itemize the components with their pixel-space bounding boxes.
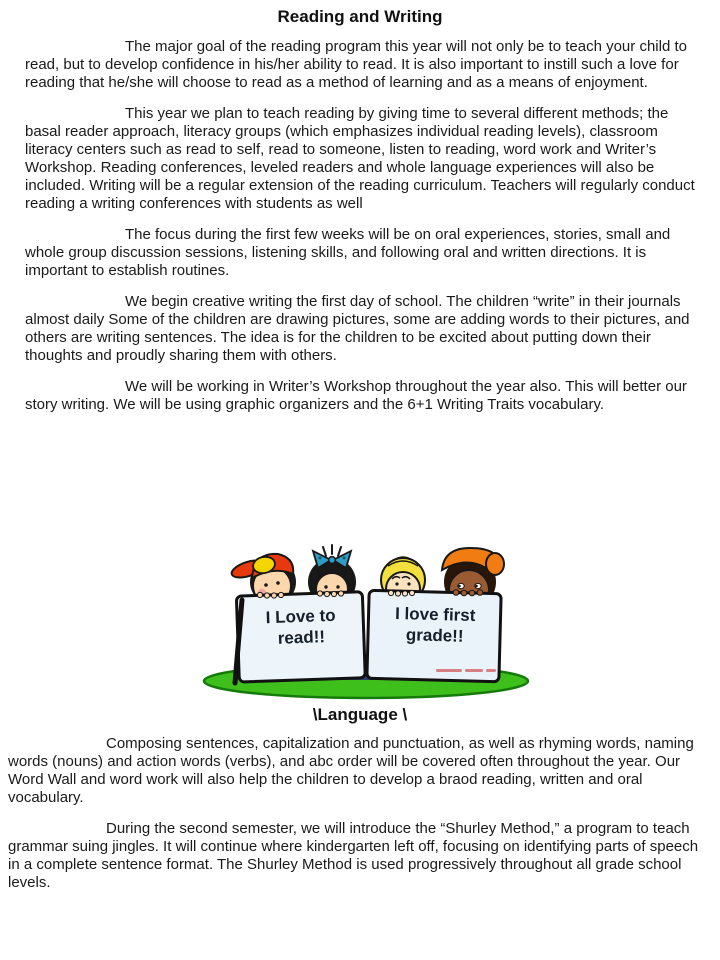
language-section [8, 735, 712, 905]
paragraph-writers-workshop: We will be working in Writer’s Workshop throughout the year also. This will better our story writing. We will be using graphic organizers and the 6+1 Writing Traits vocabulary. [25, 378, 687, 413]
reading-section [25, 38, 695, 414]
paragraph-teaching-methods: This year we plan to teach reading by giving time to several different methods; the basal reader approach, literacy groups (which emphasizes individual reading levels), classroom literacy centers such as read to self, read to someone, listen to reading, word work and Writer’s Workshop. Reading conferences, leveled readers and whole language experiences will also be included. Writing will be a regular extension of the reading curriculum. Teachers will regularly conduct reading a writing conferences with students as well [25, 105, 695, 212]
paragraph-first-weeks-focus: The focus during the first few weeks will be on oral experiences, stories, small and whole group discussion sessions, listening skills, and following oral and written directions. It is important to establish routines. [25, 226, 671, 279]
sign-right-text [369, 602, 500, 647]
paragraph-shurley-method: During the second semester, we will introduce the “Shurley Method,” a program to teach grammar suing jingles. It will continue where kindergarten left off, focusing on identifying parts of speech in a complete sentence format. The Shurley Method is used progressively throughout all grade school levels. [8, 820, 699, 891]
sign-left-text [237, 604, 364, 650]
sign-left-line2: read!! [277, 627, 326, 648]
paragraph-language-skills: Composing sentences, capitalization and punctuation, as well as rhyming words, naming words (nouns) and action words (verbs), and abc order will be covered often throughout the year. Our Word Wall and word work will also help the children to develop a braod reading, written and oral vocabulary. [8, 735, 694, 806]
children-reading-clipart [198, 542, 538, 704]
sign-right-line2: grade!! [405, 625, 464, 646]
paragraph-reading-goal: The major goal of the reading program this year will not only be to teach your child to read, but to develop confidence in his/her ability to read. It is also important to instill such a love for reading that he/she will choose to read as a method of learning and as a means of enjoyment. [25, 38, 687, 91]
copyright-watermark [436, 669, 496, 672]
paragraph-creative-writing: We begin creative writing the first day of school. The children “write” in their journals almost daily Some of the children are drawing pictures, some are adding words to their pictures, and others are writing sentences. The idea is for the children to be excited about putting down their thoughts and proudly sharing them with others. [25, 293, 690, 364]
page-title: Reading and Writing [277, 7, 443, 26]
sign-right-line1: I love first [394, 603, 476, 626]
sign-left-line1: I Love to [265, 605, 336, 628]
language-section-heading: \Language \ [312, 705, 408, 724]
